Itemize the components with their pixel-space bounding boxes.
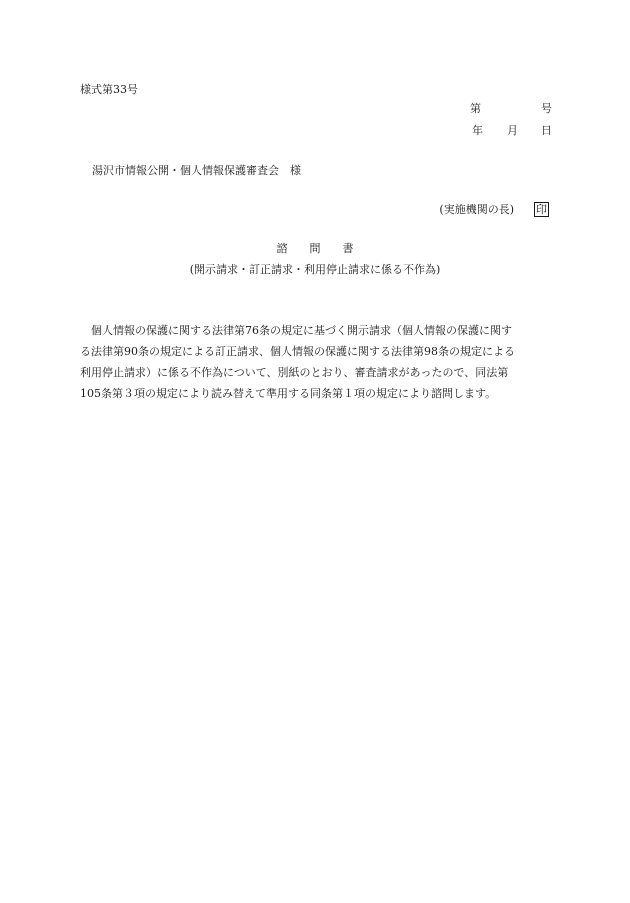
seal-mark: 印 [536,203,547,216]
document-number-label: 第 [470,102,481,115]
document-title [0,243,630,254]
sender-row [439,202,549,217]
date-year-label: 年 [472,124,483,137]
body-line: る法律第90条の規定による訂正請求、個人情報の保護に関する法律第98条の規定による [80,345,515,358]
document-number-suffix: 号 [541,102,552,115]
sender-title: (実施機関の長) [439,203,514,216]
body-line: 利用停止請求）に係る不作為について、別紙のとおり、審査請求があったので、同法第 [80,366,509,379]
body-line: 105条第３項の規定により読み替えて準用する同条第１項の規定により諮問します。 [80,387,497,400]
title-char: 諮 [276,242,288,255]
title-char: 問 [309,242,321,255]
addressee: 湯沢市情報公開・個人情報保護審査会 様 [92,164,301,177]
date-month-label: 月 [507,124,518,137]
document-subtitle: (開示請求・訂正請求・利用停止請求に係る不作為) [189,263,441,276]
body-line: 個人情報の保護に関する法律第76条の規定に基づく開示請求（個人情報の保護に関す [80,324,512,337]
date-day-label: 日 [541,124,552,137]
body-paragraph [80,320,550,404]
form-number: 様式第33号 [80,83,138,96]
title-char: 書 [342,242,354,255]
